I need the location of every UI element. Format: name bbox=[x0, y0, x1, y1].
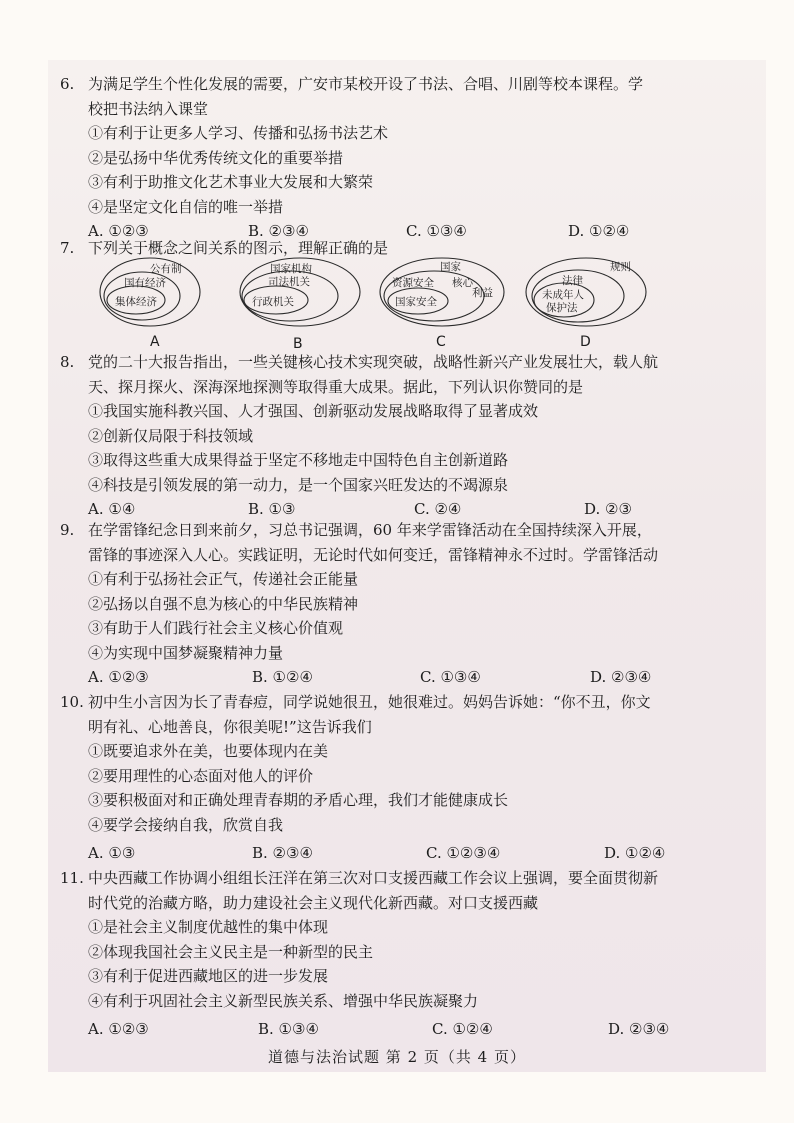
question-stem-cont: 校把书法纳入课堂 bbox=[88, 99, 209, 118]
option-c: C. ②④ bbox=[414, 500, 462, 518]
question-stem-cont: 天、探月探火、深海深地探测等取得重大成果。据此，下列认识你赞同的是 bbox=[88, 377, 584, 396]
option-b: B. ②③④ bbox=[252, 844, 313, 862]
diagram-d-middle: 法律 bbox=[562, 275, 583, 287]
diagram-b-outer: 国家机构 bbox=[270, 263, 312, 275]
statement-1: ①我国实施科教兴国、人才强国、创新驱动发展战略取得了显著成效 bbox=[88, 402, 539, 420]
diagram-b-inner: 行政机关 bbox=[252, 296, 294, 308]
option-a: A. ①②③ bbox=[88, 222, 149, 240]
question-stem: 为满足学生个性化发展的需要，广安市某校开设了书法、合唱、川剧等校本课程。学 bbox=[88, 75, 644, 93]
question-stem-cont: 时代党的治藏方略，助力建设社会主义现代化新西藏。对口支援西藏 bbox=[88, 893, 539, 912]
option-b: B. ②③④ bbox=[248, 222, 309, 240]
option-c: C. ①③④ bbox=[406, 222, 467, 240]
statement-4: ④科技是引领发展的第一动力，是一个国家兴旺发达的不竭源泉 bbox=[88, 475, 509, 494]
diagram-c-middle-right: 核心 bbox=[452, 277, 473, 289]
option-a: A. ①②③ bbox=[88, 1020, 149, 1038]
question-stem: 中央西藏工作协调小组组长汪洋在第三次对口支援西藏工作会议上强调，要全面贯彻新 bbox=[88, 869, 659, 887]
options-row bbox=[88, 841, 750, 865]
question-number: 8. bbox=[60, 353, 75, 371]
statement-2: ②弘扬以自强不息为核心的中华民族精神 bbox=[88, 594, 359, 613]
statement-3: ③有助于人们践行社会主义核心价值观 bbox=[88, 619, 344, 637]
diagram-c-inner: 国家安全 bbox=[395, 296, 437, 308]
statement-4: ④为实现中国梦凝聚精神力量 bbox=[88, 643, 284, 662]
option-b: B. ①③ bbox=[248, 500, 296, 518]
option-a: A. ①②③ bbox=[88, 668, 149, 686]
diagram-a-outer: 公有制 bbox=[150, 263, 182, 275]
question-6 bbox=[60, 72, 750, 243]
option-a: A. ①③ bbox=[88, 844, 136, 862]
statement-2: ②创新仅局限于科技领域 bbox=[88, 426, 254, 445]
option-b: B. ①②④ bbox=[252, 668, 313, 686]
page-footer: 道德与法治试题 第 2 页（共 4 页） bbox=[268, 1048, 526, 1066]
option-d: D. ②③ bbox=[584, 500, 632, 518]
option-a: A. ①④ bbox=[88, 500, 136, 518]
diagram-d-inner-line2: 保护法 bbox=[546, 302, 578, 314]
question-number: 9. bbox=[60, 521, 75, 539]
diagram-b-middle: 司法机关 bbox=[268, 276, 310, 288]
question-10 bbox=[60, 690, 750, 861]
statement-4: ④要学会接纳自我，欣赏自我 bbox=[88, 815, 284, 834]
statement-4: ④是坚定文化自信的唯一举措 bbox=[88, 197, 284, 216]
diagram-a-letter: A bbox=[150, 334, 160, 350]
question-number: 7. bbox=[60, 239, 75, 257]
statement-4: ④有利于巩固社会主义新型民族关系、增强中华民族凝聚力 bbox=[88, 991, 479, 1010]
concept-diagrams bbox=[0, 256, 794, 356]
question-stem: 党的二十大报告指出，一些关键核心技术实现突破，战略性新兴产业发展壮大，载人航 bbox=[88, 353, 659, 371]
question-stem-cont: 雷锋的事迹深入人心。实践证明，无论时代如何变迁，雷锋精神永不过时。学雷锋活动 bbox=[88, 545, 659, 564]
diagram-c-letter: C bbox=[436, 334, 446, 350]
statement-3: ③要积极面对和正确处理青春期的矛盾心理，我们才能健康成长 bbox=[88, 791, 509, 809]
diagram-d-inner-line1: 未成年人 bbox=[542, 289, 584, 301]
question-8 bbox=[60, 350, 750, 521]
option-c: C. ①③④ bbox=[420, 668, 481, 686]
statement-2: ②体现我国社会主义民主是一种新型的民主 bbox=[88, 942, 374, 961]
diagram-a-inner: 集体经济 bbox=[115, 296, 157, 308]
question-number: 11. bbox=[60, 869, 84, 887]
question-stem-cont: 明有礼、心地善良，你很美呢!”这告诉我们 bbox=[88, 717, 372, 736]
question-stem: 初中生小言因为长了青春痘，同学说她很丑，她很难过。妈妈告诉她：“你不丑，你文 bbox=[88, 693, 651, 711]
option-d: D. ①②④ bbox=[604, 844, 666, 862]
option-c: C. ①②③④ bbox=[426, 844, 501, 862]
diagram-c-middle-right2: 利益 bbox=[472, 287, 493, 299]
statement-3: ③取得这些重大成果得益于坚定不移地走中国特色自主创新道路 bbox=[88, 451, 509, 469]
statement-2: ②是弘扬中华优秀传统文化的重要举措 bbox=[88, 148, 344, 167]
diagram-d-outer: 规则 bbox=[610, 261, 631, 273]
statement-1: ①既要追求外在美，也要体现内在美 bbox=[88, 742, 329, 760]
option-d: D. ②③④ bbox=[590, 668, 652, 686]
option-b: B. ①③④ bbox=[258, 1020, 319, 1038]
question-9 bbox=[60, 518, 750, 689]
option-d: D. ①②④ bbox=[568, 222, 630, 240]
statement-3: ③有利于助推文化艺术事业大发展和大繁荣 bbox=[88, 173, 374, 191]
options-row bbox=[88, 1017, 750, 1041]
diagram-a-middle: 国有经济 bbox=[124, 277, 166, 289]
question-11 bbox=[60, 866, 750, 1037]
statement-2: ②要用理性的心态面对他人的评价 bbox=[88, 766, 314, 785]
options-row bbox=[88, 665, 750, 689]
question-stem: 下列关于概念之间关系的图示，理解正确的是 bbox=[88, 239, 389, 257]
question-stem: 在学雷锋纪念日到来前夕，习总书记强调，60 年来学雷锋活动在全国持续深入开展， bbox=[88, 521, 652, 539]
question-number: 6. bbox=[60, 75, 75, 93]
option-d: D. ②③④ bbox=[608, 1020, 670, 1038]
statement-3: ③有利于促进西藏地区的进一步发展 bbox=[88, 967, 329, 985]
statement-1: ①有利于弘扬社会正气，传递社会正能量 bbox=[88, 570, 359, 588]
diagram-c-middle-left: 资源安全 bbox=[392, 277, 434, 289]
diagram-b-letter: B bbox=[293, 336, 303, 352]
statement-1: ①有利于让更多人学习、传播和弘扬书法艺术 bbox=[88, 124, 389, 142]
question-number: 10. bbox=[60, 693, 84, 711]
diagram-d-letter: D bbox=[580, 334, 591, 350]
option-c: C. ①②④ bbox=[432, 1020, 493, 1038]
diagram-c-outer: 国家 bbox=[440, 261, 461, 273]
statement-1: ①是社会主义制度优越性的集中体现 bbox=[88, 918, 329, 936]
